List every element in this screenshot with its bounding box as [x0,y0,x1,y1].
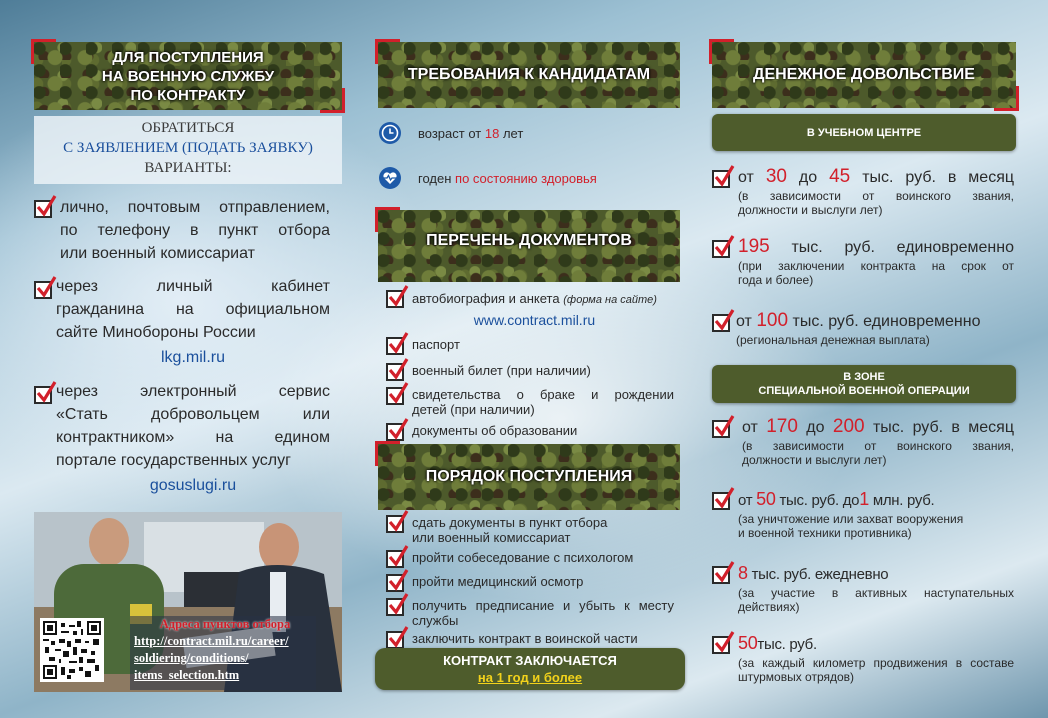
document-text: детей (при наличии) [412,402,535,417]
apply-option-line: контрактником» на едином [56,429,330,446]
pay-value: 170 [766,416,798,437]
pay-from: от [736,313,752,330]
checkmark-icon [386,290,404,308]
col1-header-line: ДЛЯ ПОСТУПЛЕНИЯ [112,48,264,66]
documents-list [386,290,678,441]
pay-note: года и более) [738,273,814,287]
corner-accent [320,88,345,113]
address-link-line[interactable]: soldiering/conditions/ [134,651,249,665]
address-title: Адреса пунктов отбора [159,617,291,631]
apply-option-line: «Стать добровольцем или [56,406,330,423]
checkmark-icon [386,337,404,355]
checkmark-icon [712,170,730,188]
document-text: свидетельства о браке и рождении [412,387,674,402]
pay-note: (в зависимости от воинского звания, [738,189,1014,203]
pay-unit: тыс. руб. в месяц [862,169,1015,186]
pay-from: от [738,492,753,509]
procedure-step [386,574,678,592]
pay-value: 1 [859,489,869,509]
health-label: годен [418,170,452,186]
address-panel [130,616,316,690]
pay-note: (за участие в активных наступательных [738,586,1014,600]
pay-value: 50 [756,489,776,509]
pay-item [712,236,1016,287]
checkmark-icon [712,240,730,258]
clock-icon [378,121,402,145]
corner-accent [994,86,1019,111]
pay-value: 45 [829,166,851,187]
corner-accent [375,207,400,232]
col1-header-banner [34,42,342,110]
contract-site-link[interactable]: www.contract.mil.ru [473,312,596,328]
allowance-title: ДЕНЕЖНОЕ ДОВОЛЬСТВИЕ [753,66,975,83]
contact-box-line: ВАРИАНТЫ: [144,160,232,176]
pay-note: (региональная денежная выплата) [736,333,930,347]
pay-value: 30 [765,166,787,187]
recruitment-photo [34,512,342,692]
contract-term-value: на 1 год и более [477,670,583,685]
checkmark-icon [34,200,52,218]
pay-value: 8 [738,563,748,583]
pay-note: (за каждый километр продвижения в составе [738,656,1014,670]
contact-box [34,116,342,184]
procedure-banner [378,444,680,510]
pay-note: (при заключении контракта на срок от [738,259,1014,273]
procedure-step [386,598,678,628]
checkmark-icon [386,363,404,381]
document-item [386,337,678,355]
documents-banner [378,210,680,282]
apply-option [34,196,330,265]
allowance-banner [712,42,1016,108]
pay-unit: млн. руб. [872,492,935,509]
age-unit: лет [502,125,524,141]
gosuslugi-link[interactable]: gosuslugi.ru [149,477,237,494]
pay-from: от [738,169,754,186]
apply-option-line: по телефону в пункт отбора [60,222,330,239]
contact-box-line: С ЗАЯВЛЕНИЕМ (ПОДАТЬ ЗАЯВКУ) [63,140,313,156]
pay-item [712,166,1016,217]
procedure-step [386,550,678,568]
document-item [386,290,678,329]
corner-accent [709,39,734,64]
contact-box-line: ОБРАТИТЬСЯ [141,120,235,136]
apply-option-line: портале государственных услуг [56,452,291,469]
pay-unit: тыс. руб. единовременно [791,239,1014,256]
pay-item [712,488,1016,540]
pay-item [712,416,1016,467]
checkmark-icon [386,598,404,616]
pay-to: до [798,169,818,186]
checkmark-icon [386,387,404,405]
requirement-health [378,166,597,190]
training-center-label [712,114,1016,151]
procedure-step-text: получить предписание и убыть к месту [412,598,674,613]
apply-option-line: сайте Минобороны России [56,324,256,341]
corner-accent [375,441,400,466]
svo-label [712,365,1016,403]
procedure-title: ПОРЯДОК ПОСТУПЛЕНИЯ [425,468,633,485]
procedure-step-text: пройти собеседование с психологом [412,550,634,565]
requirement-age [378,121,523,145]
pay-item [712,562,1016,614]
pay-unit: тыс. руб. единовременно [792,313,981,330]
apply-option [34,380,330,497]
document-text: документы об образовании [412,423,578,438]
pay-note: (за уничтожение или захват вооружения [738,512,964,526]
corner-accent [375,39,400,64]
checkmark-icon [34,386,52,404]
checkmark-icon [712,314,730,332]
procedure-step [386,515,678,545]
svo-label-line: СПЕЦИАЛЬНОЙ ВОЕННОЙ ОПЕРАЦИИ [758,385,970,397]
pay-note: (в зависимости от воинского звания, [742,439,1014,453]
pay-from: от [742,419,758,436]
requirements-title: ТРЕБОВАНИЯ К КАНДИДАТАМ [407,66,651,83]
checkmark-icon [712,492,730,510]
apply-option-line: гражданина на официальном [56,301,330,318]
document-text: автобиография и анкета [412,291,560,306]
col1-header-line: ПО КОНТРАКТУ [130,86,246,104]
corner-accent [31,39,56,64]
checkmark-icon [386,515,404,533]
pay-unit: тыс. руб. в месяц [872,419,1015,436]
pay-note: и военной техники противника) [738,526,912,540]
pay-value: 100 [756,310,789,331]
checkmark-icon [386,550,404,568]
document-item [386,423,678,441]
contract-term-title: КОНТРАКТ ЗАКЛЮЧАЕТСЯ [443,653,617,668]
procedure-step-text: заключить контракт в воинской части [412,631,638,646]
requirements-banner [378,42,680,108]
procedure-step-text: или военный комиссариат [412,530,571,545]
pay-to: тыс. руб. до [779,492,860,509]
pay-unit: тыс. руб. ежедневно [751,566,889,583]
pay-note: должности и выслуги лет) [738,203,883,217]
pay-item [712,310,1016,347]
pay-note: должности и выслуги лет) [742,453,887,467]
checkmark-icon [386,423,404,441]
pay-value: 50 [738,633,758,653]
checkmark-icon [712,566,730,584]
document-note: (форма на сайте) [563,294,657,306]
document-text: паспорт [412,337,460,352]
health-condition: по состоянию здоровья [455,170,597,186]
pay-value: 200 [832,416,865,437]
document-item [386,363,678,381]
pay-note: действиях) [738,600,800,614]
pay-unit: тыс. руб. [757,636,817,653]
age-from: от [468,125,482,141]
pay-to: до [806,419,825,436]
age-label: возраст [418,125,465,141]
procedure-list [386,515,678,649]
col1-header-line: НА ВОЕННУЮ СЛУЖБУ [101,67,275,85]
pay-item [712,632,1016,684]
address-link-line[interactable]: http://contract.mil.ru/career/ [134,634,289,648]
procedure-step [386,631,678,649]
document-item [386,387,678,417]
training-center-text: В УЧЕБНОМ ЦЕНТРЕ [806,126,922,139]
qr-code [40,618,104,682]
document-text: военный билет (при наличии) [412,363,591,378]
svo-label-line: В ЗОНЕ [843,371,885,383]
apply-option-line: лично, почтовым отправлением, [60,199,330,216]
age-value: 18 [484,125,500,141]
documents-title: ПЕРЕЧЕНЬ ДОКУМЕНТОВ [426,232,632,249]
address-link-line[interactable]: items_selection.htm [134,668,240,682]
checkmark-icon [386,574,404,592]
apply-option-line: через личный кабинет [56,278,330,295]
contract-term-badge [375,648,685,690]
checkmark-icon [386,631,404,649]
heart-pulse-icon [378,166,402,190]
checkmark-icon [712,636,730,654]
procedure-step-text: службы [412,613,459,628]
procedure-step-text: сдать документы в пункт отбора [412,515,608,530]
pay-note: штурмовых отрядов) [738,670,855,684]
checkmark-icon [34,281,52,299]
apply-option-line: через электронный сервис [56,383,330,400]
checkmark-icon [712,420,730,438]
apply-option [34,275,330,369]
pay-value: 195 [738,236,770,257]
lkg-link[interactable]: lkg.mil.ru [160,349,225,366]
procedure-step-text: пройти медицинский осмотр [412,574,584,589]
apply-option-line: или военный комиссариат [60,245,255,262]
